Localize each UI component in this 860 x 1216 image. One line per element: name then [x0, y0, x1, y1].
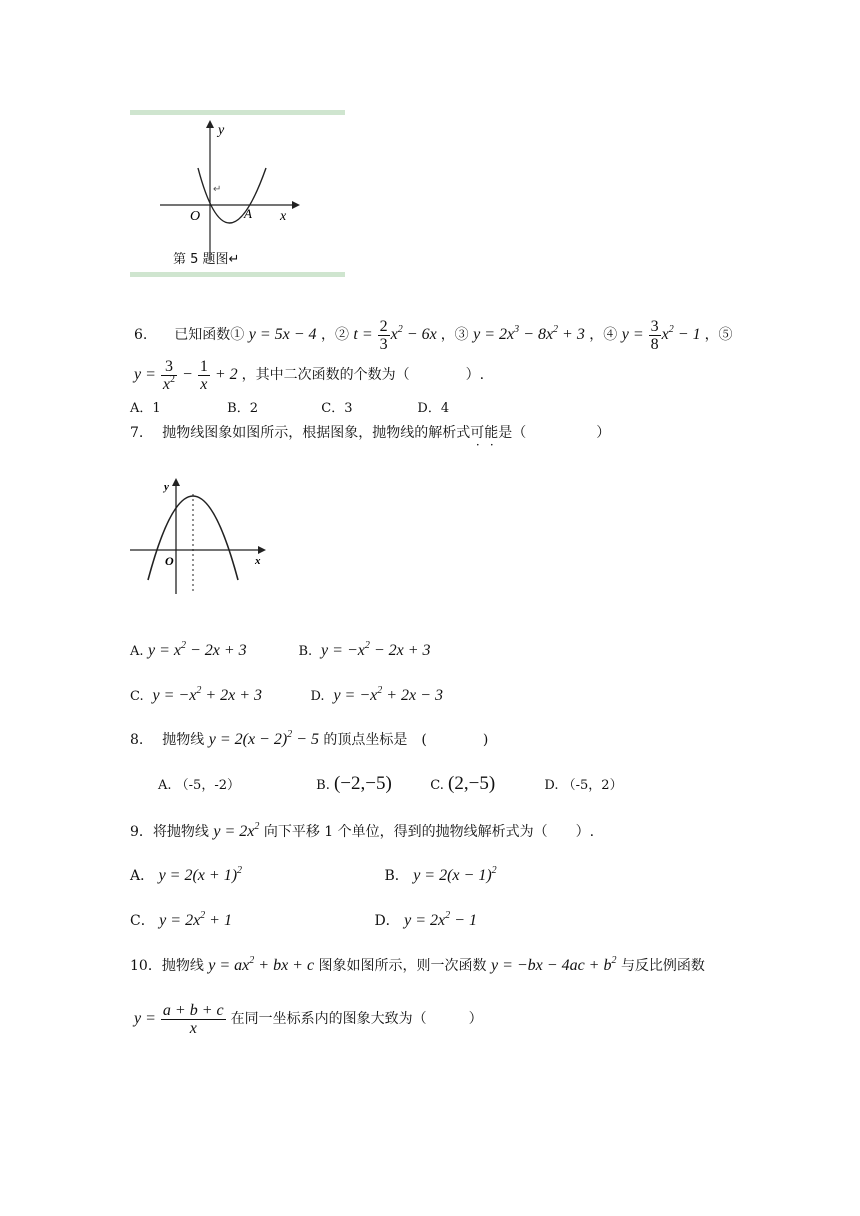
x-axis-label: x: [255, 555, 261, 567]
q6-func2: t = $\frac{2}{3}$ $x^2 - 6x$: [353, 318, 437, 353]
q7-option-b: B. $y = -x^2 - 2x + 3$: [298, 640, 431, 659]
q10-func1: $y = ax^2$ + bx + c: [208, 955, 315, 974]
q8-options: [158, 775, 623, 795]
q9-func: $y = 2x^2$: [213, 821, 260, 840]
figure-caption: 第 5 题图↵: [173, 252, 240, 267]
q6-func3: $y = 2x^3 - 8x^2 + 3$: [473, 324, 585, 344]
q6-line1: [134, 318, 733, 353]
q7-option-d: D. $y = -x^2 + 2x - 3$: [310, 685, 443, 704]
parabola-graph-q7: [128, 476, 278, 601]
q6-sep4: ，④: [589, 327, 618, 344]
origin-label: O: [165, 554, 174, 568]
q7-stem: 7. 抛物线图象如图所示，根据图象，抛物线的解析式可能是（ ）: [130, 425, 611, 441]
q7-option-c: C. $y = -x^2 + 2x + 3$: [130, 685, 263, 704]
q8-stem: 8. 抛物线 $y = 2(x - 2)^2 - 5$ 的顶点坐标是 ( ): [130, 729, 489, 748]
q6-option-c: C．3: [321, 401, 353, 416]
q8-option-b: B. (−2,−5): [316, 773, 392, 794]
q6-sep2: ，②: [320, 327, 349, 344]
q9-stem: 9．将抛物线 $y = 2x^2$ 向下平移 1 个单位，得到的抛物线解析式为（ ）.: [130, 821, 595, 840]
q6-number: 6.: [134, 327, 148, 344]
origin-label: O: [190, 209, 201, 224]
q8-option-c: C. (2,−5): [430, 773, 496, 794]
q9-option-a: A． $y = 2(x + 1)^2$: [130, 865, 243, 884]
return-mark: ↵: [213, 184, 222, 195]
q9-option-d: D． $y = 2x^2 - 1$: [374, 910, 477, 929]
q10-line1: 10．抛物线 $y = ax^2$ + bx + c 图象如图所示，则一次函数 $y = -bx - 4ac + b^2$ 与反比例函数: [130, 955, 705, 974]
q7-option-a: A. $y = x^2 - 2x + 3$: [130, 640, 247, 659]
q8-option-a: A. （-5，-2）: [158, 778, 240, 793]
q8-number: 8.: [130, 732, 144, 748]
q6-lead: 已知函数①: [174, 327, 245, 344]
q7-number: 7.: [130, 425, 144, 441]
q10-line2: y = $\frac{a + b + c}{x}$ 在同一坐标系内的图象大致为（ ）: [134, 1002, 483, 1037]
y-axis-label: y: [164, 481, 169, 493]
x-axis-label: x: [280, 209, 287, 224]
q6-sep5: ，⑤: [704, 327, 733, 344]
q6-sep3: ，③: [440, 327, 469, 344]
q9-options-ab: [130, 867, 497, 885]
q6-option-b: B．2: [227, 401, 258, 416]
q10-func3: y = $\frac{a + b + c}{x}$: [134, 1002, 224, 1037]
point-a-label: A: [244, 206, 252, 221]
y-axis-label: y: [218, 123, 225, 138]
q7-options-cd: [130, 687, 443, 706]
q6-options: [130, 400, 449, 418]
q6-func1: y = 5x − 4: [248, 326, 317, 344]
q6-tail: ，其中二次函数的个数为（ ）.: [241, 367, 485, 384]
q6-func4: y = $\frac{3}{8}$ $x^2 - 1$: [621, 318, 701, 353]
q9-option-c: C． $y = 2x^2 + 1$: [130, 910, 232, 929]
q9-option-b: B． $y = 2(x - 1)^2$: [384, 865, 497, 884]
q6-line2: [134, 358, 484, 393]
q9-options-cd: [130, 912, 477, 930]
q10-func2: $y = -bx - 4ac + b^2$: [490, 955, 617, 974]
q6-option-a: A．1: [130, 401, 161, 416]
q6-func5: y = $\frac{3}{x^2}$ − $\frac{1}{x}$ + 2: [134, 358, 238, 393]
q6-option-d: D．4: [417, 401, 450, 416]
figure-q5: [130, 110, 345, 278]
q7-options-ab: [130, 642, 431, 661]
q8-option-d: D. （-5，2）: [544, 778, 623, 793]
q8-func: $y = 2(x - 2)^2 - 5$: [208, 729, 319, 748]
